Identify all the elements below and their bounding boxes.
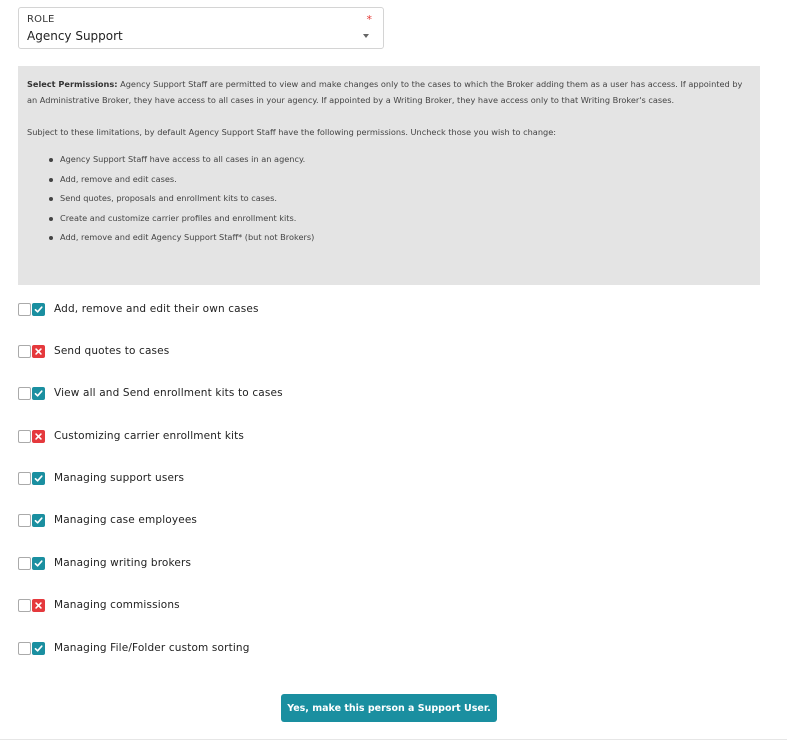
footer-divider <box>0 739 787 740</box>
info-list-item: Agency Support Staff have access to all cases in an agency. <box>27 150 751 170</box>
permission-checkbox[interactable] <box>18 345 31 358</box>
permission-label: Add, remove and edit their own cases <box>54 303 259 315</box>
permission-row-edit-own-cases[interactable] <box>18 301 259 317</box>
check-icon <box>34 474 43 483</box>
dropdown-caret-icon <box>363 34 369 38</box>
make-support-user-button[interactable]: Yes, make this person a Support User. <box>281 694 497 722</box>
permission-disabled-icon[interactable] <box>32 345 45 358</box>
info-lead: Select Permissions: <box>27 79 118 89</box>
permission-enabled-icon[interactable] <box>32 303 45 316</box>
info-list <box>27 150 751 248</box>
permission-row-carrier-enrollment-kits[interactable] <box>18 428 244 444</box>
check-icon <box>34 559 43 568</box>
permission-row-writing-brokers[interactable] <box>18 555 191 571</box>
info-list-item: Add, remove and edit Agency Support Staff* (but not Brokers) <box>27 228 751 248</box>
permission-checkbox[interactable] <box>18 642 31 655</box>
info-description <box>27 76 751 108</box>
permission-checkbox[interactable] <box>18 599 31 612</box>
permission-disabled-icon[interactable] <box>32 430 45 443</box>
x-icon <box>34 601 43 610</box>
permission-checkbox[interactable] <box>18 472 31 485</box>
permission-checkbox[interactable] <box>18 514 31 527</box>
info-list-item: Add, remove and edit cases. <box>27 170 751 190</box>
permission-disabled-icon[interactable] <box>32 599 45 612</box>
permission-enabled-icon[interactable] <box>32 514 45 527</box>
permission-enabled-icon[interactable] <box>32 387 45 400</box>
role-label: ROLE <box>27 14 55 25</box>
info-description-text: Agency Support Staff are permitted to view and make changes only to the cases to which the Broker adding them as a user has access. If appointed by an Administrative Broker, they have access to all cases in your agency. If appointed by a Writing Broker, they have access only to that Writing Broker's cases. <box>27 79 743 105</box>
permission-enabled-icon[interactable] <box>32 642 45 655</box>
permission-enabled-icon[interactable] <box>32 472 45 485</box>
permission-row-case-employees[interactable] <box>18 512 197 528</box>
permission-enabled-icon[interactable] <box>32 557 45 570</box>
role-select[interactable] <box>18 7 384 49</box>
permission-checkbox[interactable] <box>18 303 31 316</box>
permission-label: Managing commissions <box>54 599 180 611</box>
info-subject: Subject to these limitations, by default Agency Support Staff have the following permissions. Uncheck those you wish to change: <box>27 127 557 137</box>
required-indicator: * <box>366 13 372 26</box>
permission-row-commissions[interactable] <box>18 597 180 613</box>
permissions-info-box <box>18 66 760 285</box>
x-icon <box>34 347 43 356</box>
permission-label: Managing case employees <box>54 514 198 526</box>
permission-label: Customizing carrier enrollment kits <box>54 430 245 442</box>
role-value: Agency Support <box>27 29 123 43</box>
permission-label: Send quotes to cases <box>54 345 170 357</box>
check-icon <box>34 516 43 525</box>
permission-label: View all and Send enrollment kits to cases <box>54 387 283 399</box>
info-list-item: Send quotes, proposals and enrollment kits to cases. <box>27 189 751 209</box>
permission-label: Managing support users <box>54 472 185 484</box>
permission-checkbox[interactable] <box>18 557 31 570</box>
check-icon <box>34 644 43 653</box>
permission-row-send-quotes[interactable] <box>18 343 169 359</box>
permission-row-support-users[interactable] <box>18 470 184 486</box>
x-icon <box>34 432 43 441</box>
check-icon <box>34 305 43 314</box>
permission-checkbox[interactable] <box>18 430 31 443</box>
permission-label: Managing writing brokers <box>54 557 192 569</box>
check-icon <box>34 389 43 398</box>
permission-row-custom-sorting[interactable] <box>18 640 250 656</box>
permission-row-send-enrollment-kits[interactable] <box>18 385 283 401</box>
info-list-item: Create and customize carrier profiles and enrollment kits. <box>27 209 751 229</box>
permission-checkbox[interactable] <box>18 387 31 400</box>
permission-label: Managing File/Folder custom sorting <box>54 642 250 654</box>
